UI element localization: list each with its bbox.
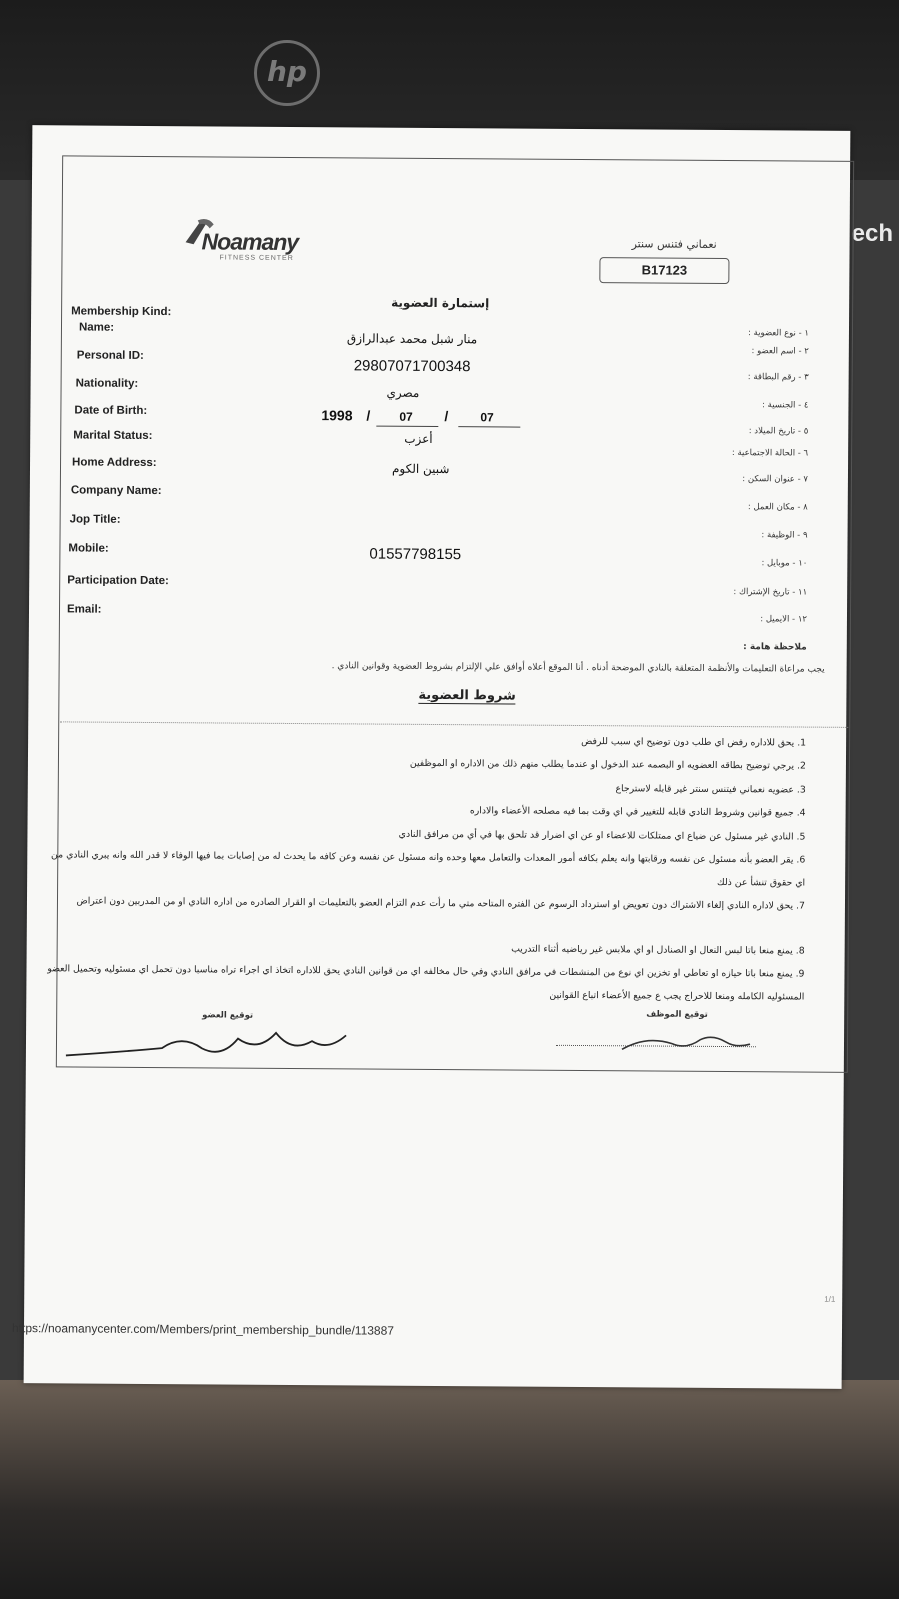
dob-separator: / bbox=[366, 407, 371, 424]
notice-text: يجب مراعاة التعليمات والأنظمة المتعلقة بالنادي الموضحة أدناه . أنا الموقع أعلاه أوافق علي الإلتزام بشروط العضوية وقوانين النادي . bbox=[331, 661, 825, 675]
term-item: 5. النادي غير مسئول عن ضياع اي ممتلكات للاعضاء او عن اي اضرار قد تلحق بها في أي من مرافق النادي bbox=[398, 828, 806, 843]
hp-logo: hp bbox=[254, 40, 320, 106]
value-mobile: 01557798155 bbox=[369, 545, 462, 564]
label-company-name: Company Name: bbox=[70, 484, 162, 498]
label-date-of-birth: Date of Birth: bbox=[74, 404, 148, 417]
club-arabic-name: نعماني فتنس سنتر bbox=[631, 237, 717, 251]
value-dob-year: 1998 bbox=[321, 407, 353, 424]
form-title: إستمارة العضوية bbox=[391, 295, 490, 311]
label-ar-company-name: ٨ - مكان العمل : bbox=[747, 502, 808, 513]
print-url: https://noamanycenter.com/Members/print_membership_bundle/113887 bbox=[11, 1321, 395, 1338]
label-nationality: Nationality: bbox=[75, 377, 139, 390]
value-dob-month: 07 bbox=[399, 409, 413, 424]
member-signature-label: توقيع العضو bbox=[202, 1010, 254, 1021]
label-ar-email: ١٢ - الايميل : bbox=[760, 614, 808, 625]
label-ar-personal-id: ٣ - رقم البطاقة : bbox=[747, 372, 809, 383]
label-job-title: Jop Title: bbox=[69, 513, 121, 526]
value-home-address: شبين الكوم bbox=[391, 461, 450, 477]
label-personal-id: Personal ID: bbox=[76, 349, 144, 362]
label-ar-home-address: ٧ - عنوان السكن : bbox=[742, 474, 808, 485]
value-name: منار شبل محمد عبدالرازق bbox=[346, 331, 478, 347]
label-ar-date-of-birth: ٥ - تاريخ الميلاد : bbox=[748, 426, 809, 437]
label-participation-date: Participation Date: bbox=[67, 574, 169, 588]
term-item: 6. يقر العضو بأنه مسئول عن نفسه ورقابتها وانه يعلم بكافه أمور المعدات والتعامل معها وحده وانه مسئول عن نفسه وعن كافه ما يحدث له من إصابات بما فيها الوفاء لا قدر الله وانه يبري النادي من اي حقوق تنشأ عن ذلك bbox=[51, 849, 806, 889]
terms-title: شروط العضوية bbox=[418, 687, 516, 704]
page-number: 1/1 bbox=[824, 1294, 836, 1304]
background-label: ech bbox=[851, 220, 893, 247]
value-nationality: مصري bbox=[386, 385, 420, 400]
membership-form-paper bbox=[11, 125, 851, 1389]
employee-signature-icon bbox=[616, 1025, 756, 1062]
label-ar-marital-status: ٦ - الحالة الاجتماعية : bbox=[731, 448, 809, 459]
notice-title: ملاحظة هامة : bbox=[743, 642, 807, 653]
dob-separator: / bbox=[444, 408, 449, 425]
label-ar-mobile: ١٠ - موبايل : bbox=[761, 558, 808, 569]
term-item: 3. عضويه نعماني فيتنس سنتر غير قابله لاسترجاع bbox=[615, 783, 806, 796]
label-ar-name: ٢ - اسم العضو : bbox=[751, 346, 809, 357]
term-item: 2. يرجي توضيح بطاقه العضويه او البصمه عند الدخول او عندما يطلب منهم ذلك من الاداره او الموظفين bbox=[409, 757, 806, 772]
term-item: 7. يحق لاداره النادي إلغاء الاشتراك دون تعويض او استرداد الرسوم عن الفتره المتاحه متي ما رأت عدم التزام العضو بالتعليمات او القرار الصادره من اداره النادي او من المدربين دون اعتراض bbox=[76, 895, 806, 912]
label-ar-job-title: ٩ - الوظيفة : bbox=[761, 530, 808, 541]
label-ar-nationality: ٤ - الجنسية : bbox=[762, 400, 809, 411]
employee-signature-label: توقيع الموظف bbox=[646, 1009, 708, 1020]
value-personal-id: 29807071700348 bbox=[353, 357, 471, 376]
label-home-address: Home Address: bbox=[72, 456, 157, 470]
form-frame bbox=[56, 155, 854, 1073]
term-item: 8. يمنع منعا باتا لبس النعال او الصنادل او اي ملابس غير رياضيه أثناء التدريب bbox=[511, 943, 805, 957]
desk-background bbox=[0, 1380, 899, 1599]
term-item: 9. يمنع منعا باتا حيازه او تعاطي او تخزين اي نوع من المنشطات في مرافق النادي وفي حال مخالفه اي من قوانين النادي يحق للاداره اتخاذ اي اجراء تراه مناسبا دون تحمل اي مسئوليه وتحميل العضو المسئوليه الكامله ومنعا للاحراج يجب ع جميع الأعضاء اتباع القوانين bbox=[47, 963, 805, 1003]
term-item: 1. يحق للاداره رفض اي طلب دون توضيح اي سبب للرفض bbox=[581, 736, 807, 749]
value-dob-day: 07 bbox=[480, 410, 494, 425]
term-item: 4. جميع قوانين وشروط النادي قابله للتغيير في اي وقت بما فيه مصلحه الأعضاء والاداره bbox=[469, 805, 806, 819]
label-ar-participation-date: ١١ - تاريخ الإشتراك : bbox=[733, 587, 808, 598]
logo-subtitle: FITNESS CENTER bbox=[219, 254, 294, 262]
label-ar-membership-kind: ١ - نوع العضوية : bbox=[748, 328, 809, 339]
logo-text: Noamany bbox=[201, 228, 299, 256]
member-signature-icon bbox=[62, 1021, 352, 1073]
label-name: Name: bbox=[78, 321, 115, 334]
label-membership-kind: Membership Kind: bbox=[71, 305, 172, 319]
label-marital-status: Marital Status: bbox=[73, 429, 153, 443]
member-code: B17123 bbox=[599, 257, 729, 284]
club-logo bbox=[179, 214, 309, 269]
label-mobile: Mobile: bbox=[68, 542, 109, 555]
label-email: Email: bbox=[66, 603, 102, 616]
value-marital-status: أعزب bbox=[404, 431, 433, 446]
